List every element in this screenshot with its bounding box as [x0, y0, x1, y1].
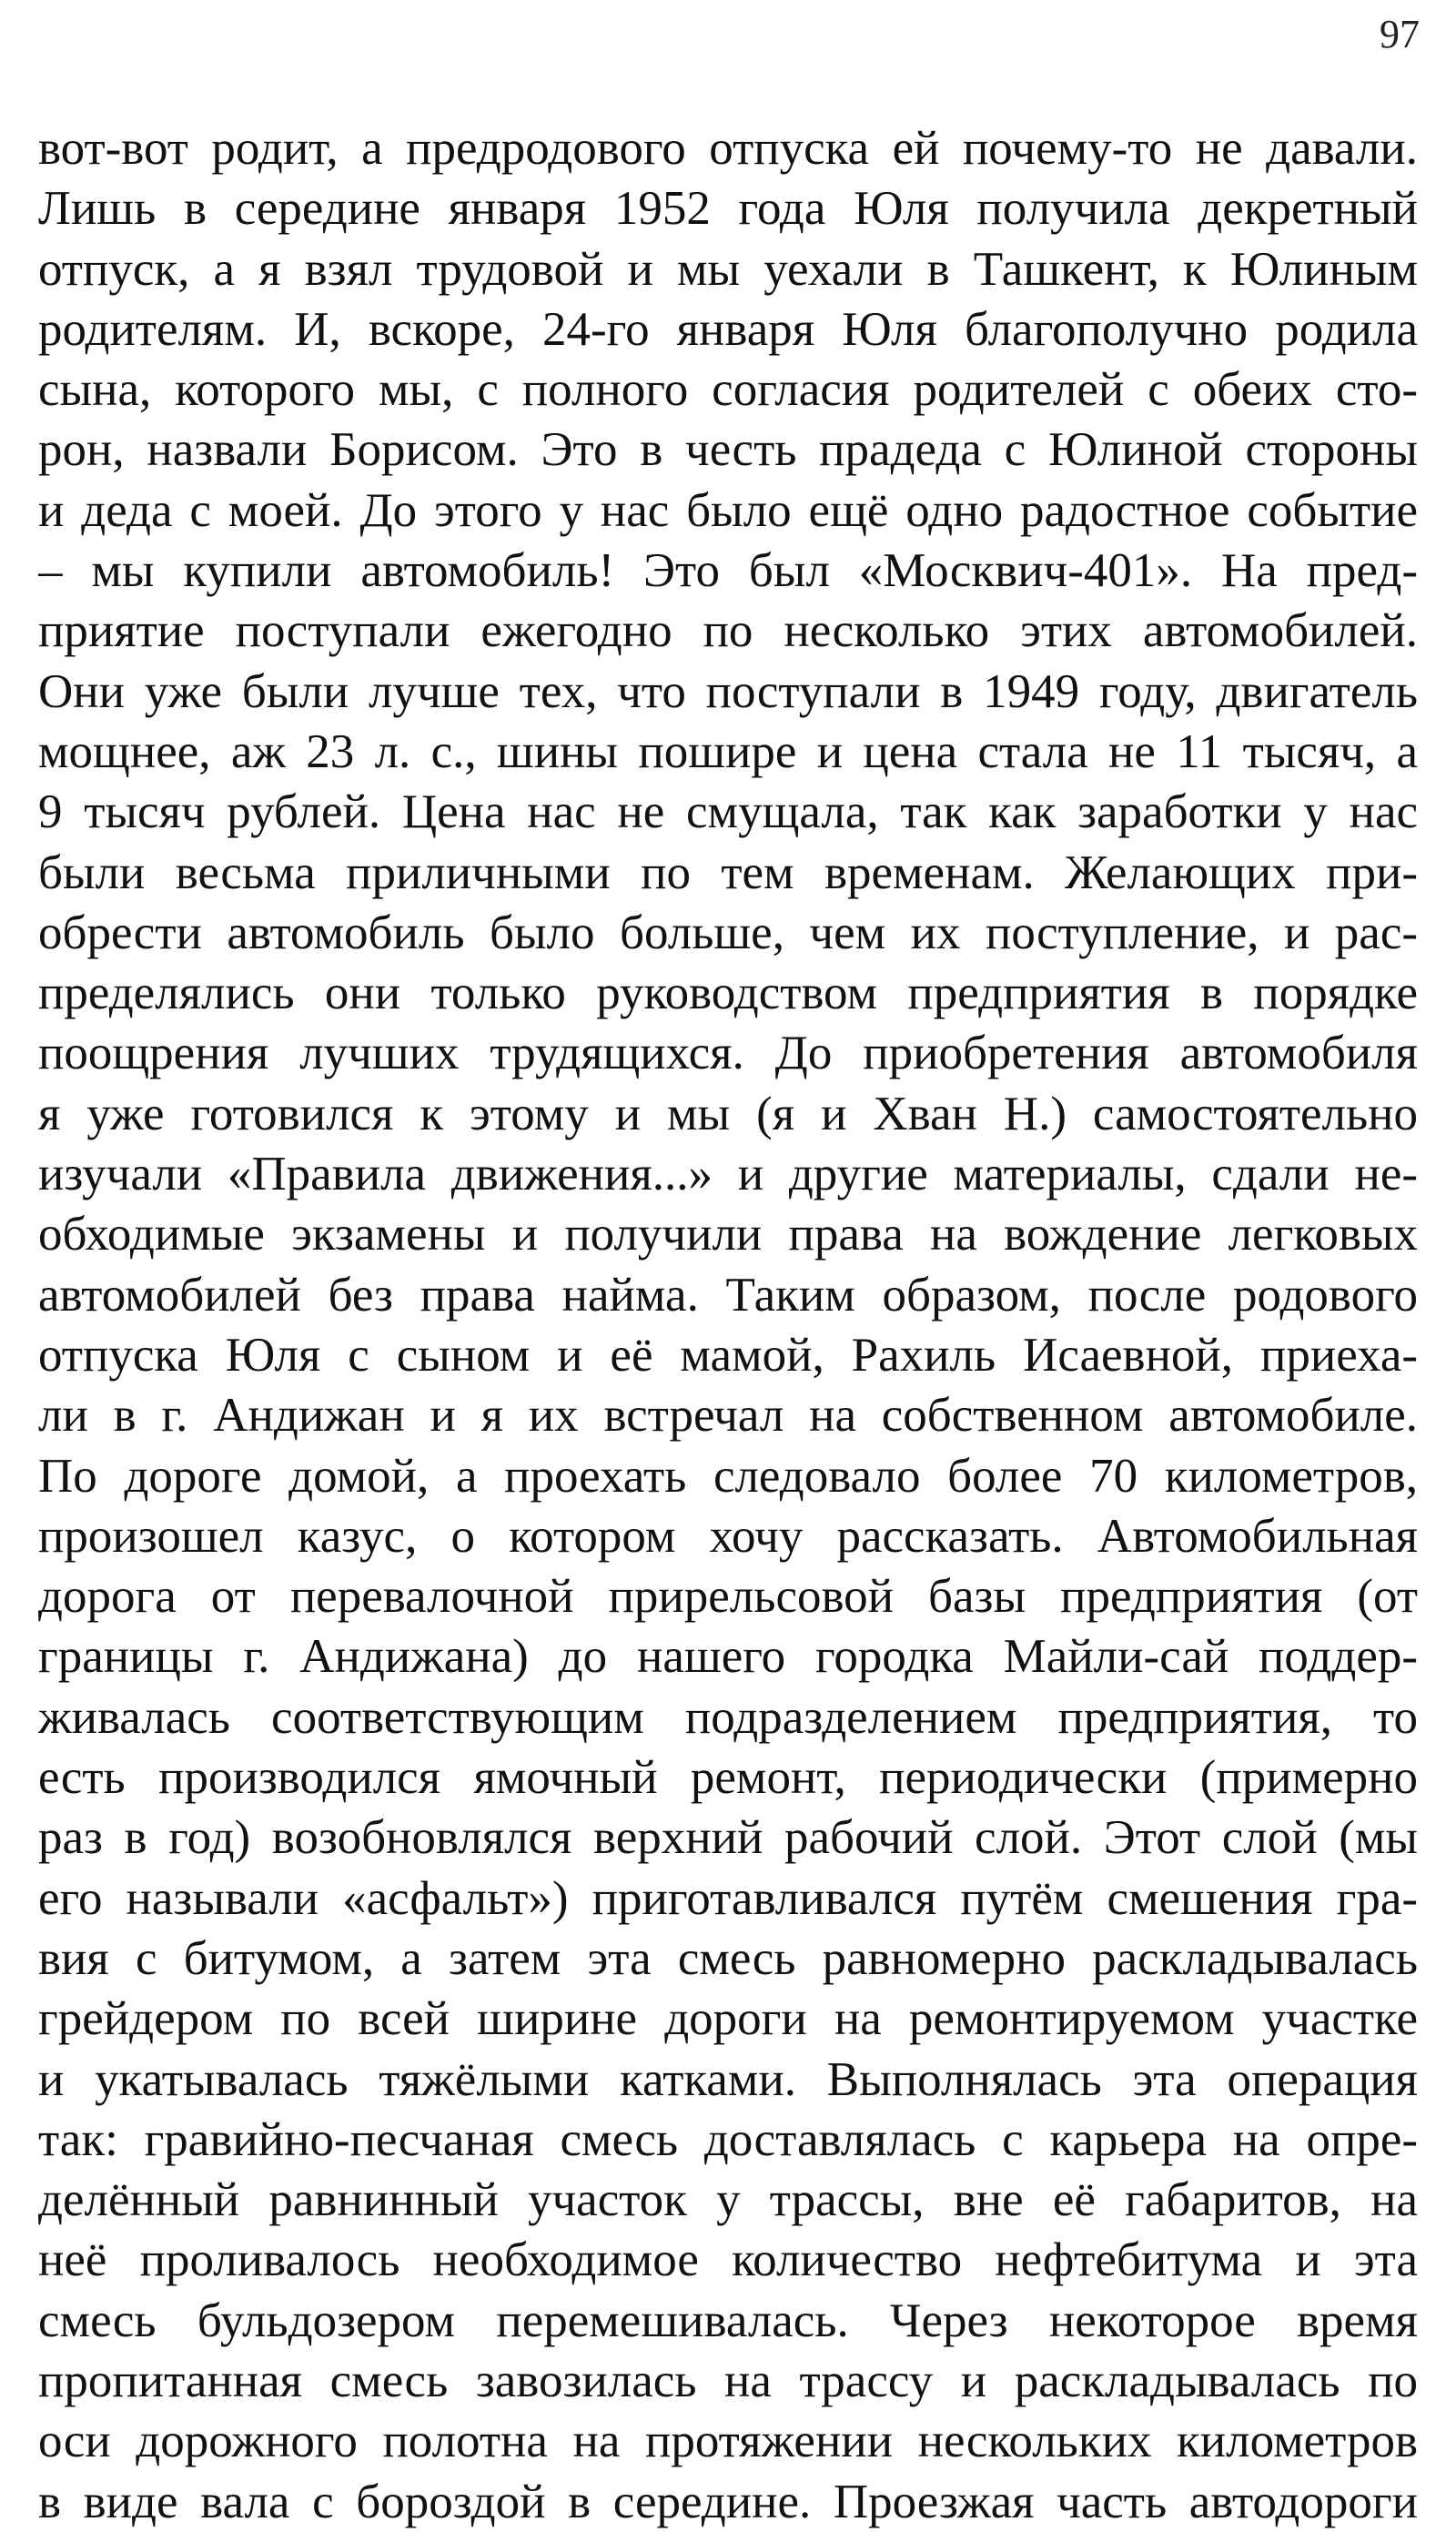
body-text	[38, 118, 1418, 2532]
text-line: обрести автомобиль было больше, чем их поступление, и рас-	[38, 906, 1418, 959]
text-line: дорога от перевалочной прирельсовой базы предприятия (от	[38, 1570, 1418, 1624]
text-line: вот-вот родит, а предродового отпуска ей почему-то не давали.	[38, 122, 1418, 175]
text-line: По дороге домой, а проехать следовало более 70 километров,	[38, 1449, 1418, 1503]
text-line: поощрения лучших трудящихся. До приобретения автомобиля	[38, 1027, 1418, 1080]
text-line: его называли «асфальт») приготавливался путём смешения гра-	[38, 1871, 1418, 1925]
text-line: ли в г. Андижан и я их встречал на собственном автомобиле.	[38, 1389, 1418, 1443]
text-line: пределялись они только руководством предприятия в порядке	[38, 967, 1418, 1020]
text-line: оси дорожного полотна на протяжении нескольких километров	[38, 2415, 1418, 2468]
text-line: в виде вала с бороздой в середине. Проезжая часть автодороги	[38, 2475, 1418, 2528]
text-line: живалась соответствующим подразделением предприятия, то	[38, 1690, 1418, 1744]
text-line: автомобилей без права найма. Таким образом, после родового	[38, 1268, 1418, 1322]
text-line: раз в год) возобновлялся верхний рабочий слой. Этот слой (мы	[38, 1811, 1418, 1865]
text-line: Лишь в середине января 1952 года Юля получила декретный	[38, 182, 1418, 236]
text-line: и укатывалась тяжёлыми катками. Выполнялась эта операция	[38, 2052, 1418, 2106]
text-line: вия с битумом, а затем эта смесь равномерно раскладывалась	[38, 1931, 1418, 1985]
text-line: родителям. И, вскоре, 24-го января Юля благополучно родила	[38, 302, 1418, 356]
text-line: – мы купили автомобиль! Это был «Москвич-401». На пред-	[38, 544, 1418, 598]
text-line: 9 тысяч рублей. Цена нас не смущала, так как заработки у нас	[38, 785, 1418, 839]
text-line: грейдером по всей ширине дороги на ремонтируемом участке	[38, 1992, 1418, 2046]
text-line: произошел казус, о котором хочу рассказать. Автомобильная	[38, 1509, 1418, 1563]
text-line: отпуска Юля с сыном и её мамой, Рахиль Исаевной, приеха-	[38, 1328, 1418, 1382]
text-line: смесь бульдозером перемешивалась. Через некоторое время	[38, 2294, 1418, 2347]
text-line: изучали «Правила движения...» и другие материалы, сдали не-	[38, 1148, 1418, 1201]
text-line: мощнее, аж 23 л. с., шины пошире и цена стала не 11 тысяч, а	[38, 724, 1418, 778]
text-line: отпуск, а я взял трудовой и мы уехали в Ташкент, к Юлиным	[38, 242, 1418, 296]
text-line: я уже готовился к этому и мы (я и Хван Н.) самостоятельно	[38, 1087, 1418, 1140]
text-line: неё проливалось необходимое количество нефтебитума и эта	[38, 2233, 1418, 2287]
text-line: границы г. Андижана) до нашего городка Майли-сай поддер-	[38, 1630, 1418, 1684]
page-number: 97	[1380, 12, 1420, 56]
text-line: и деда с моей. До этого у нас было ещё одно радостное событие	[38, 483, 1418, 537]
text-line: рон, назвали Борисом. Это в честь прадеда с Юлиной стороны	[38, 423, 1418, 477]
text-line: приятие поступали ежегодно по несколько этих автомобилей.	[38, 604, 1418, 658]
text-line: Они уже были лучше тех, что поступали в 1949 году, двигатель	[38, 664, 1418, 718]
text-line: обходимые экзамены и получили права на вождение легковых	[38, 1208, 1418, 1261]
text-line: делённый равнинный участок у трассы, вне её габаритов, на	[38, 2173, 1418, 2227]
text-line: так: гравийно-песчаная смесь доставлялась с карьера на опре-	[38, 2112, 1418, 2166]
text-line: есть производился ямочный ремонт, периодически (примерно	[38, 1751, 1418, 1805]
text-line: пропитанная смесь завозилась на трассу и раскладывалась по	[38, 2354, 1418, 2407]
text-line: сына, которого мы, с полного согласия родителей с обеих сто-	[38, 363, 1418, 417]
text-line: были весьма приличными по тем временам. Желающих при-	[38, 846, 1418, 899]
